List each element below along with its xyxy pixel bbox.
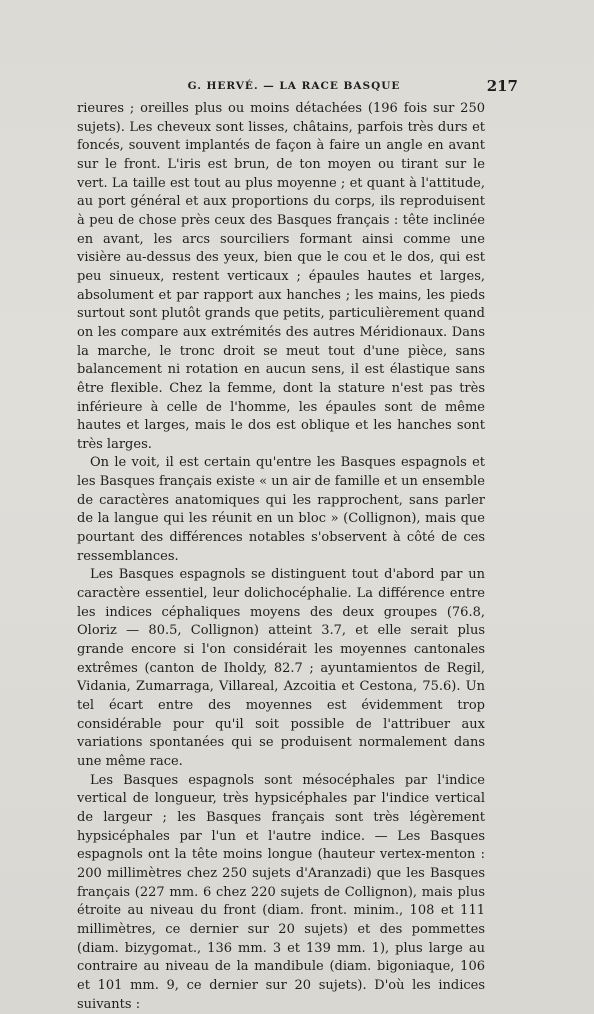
running-head: G. HERVÉ. — LA RACE BASQUE bbox=[187, 80, 401, 92]
page-header bbox=[70, 77, 518, 99]
paragraph-continued: rieures ; oreilles plus ou moins détachées (196 fois sur 250 sujets). Les cheveux sont lisses, châtains, parfois très durs et foncés, souvent implantés de façon à faire un angle en avant sur le front. L'iris est brun, de ton moyen ou tirant sur le vert. La taille est tout au plus moyenne ; et quant à l'attitude, au port général et aux proportions du corps, ils reproduisent à peu de chose près ceux des Basques français : tête inclinée en avant, les arcs sourciliers formant ainsi comme une visière au-dessus des yeux, bien que le cou et le dos, qui est peu sinueux, restent verticaux ; épaules hautes et larges, absolument et par rapport aux hanches ; les mains, les pieds surtout sont plutôt grands que petits, particulièrement quand on les compare aux extrémités des autres Méridionaux. Dans la marche, le tronc droit se meut tout d'une pièce, sans balancement ni rotation en aucun sens, il est élastique sans être flexible. Chez la femme, dont la stature n'est pas très inférieure à celle de l'homme, les épaules sont de même hautes et larges, mais le dos est oblique et les hanches sont très larges. bbox=[77, 101, 485, 452]
body-text bbox=[77, 100, 485, 1014]
paragraph: Les Basques espagnols se distinguent tout d'abord par un caractère essentiel, leur dolichocéphalie. La différence entre les indices céphaliques moyens des deux groupes (76.8, Oloriz — 80.5, Collignon) atteint 3.7, et elle serait plus grande encore si l'on considérait les moyennes cantonales extrêmes (canton de Iholdy, 82.7 ; ayuntamientos de Regil, Vidania, Zumarraga, Villareal, Azcoitia et Cestona, 75.6). Un tel écart entre des moyennes est évidemment trop considérable pour qu'il soit possible de l'attribuer aux variations spontanées qui se produisent normalement dans une même race. bbox=[77, 567, 485, 769]
paragraph: Les Basques espagnols sont mésocéphales par l'indice vertical de longueur, très hypsicéphales par l'indice vertical de largeur ; les Basques français sont très légèrement hypsicéphales par l'un et l'autre indice. — Les Basques espagnols ont la tête moins longue (hauteur vertex-menton : 200 millimètres chez 250 sujets d'Aranzadi) que les Basques français (227 mm. 6 chez 220 sujets de Collignon), mais plus étroite au niveau du front (diam. front. minim., 108 et 111 millimètres, ce dernier sur 20 sujets) et des pommettes (diam. bizygomat., 136 mm. 3 et 139 mm. 1), plus large au contraire au niveau de la mandibule (diam. bigoniaque, 106 et 101 mm. 9, ce dernier sur 20 sujets). D'où les indices suivants : bbox=[77, 772, 485, 1012]
page-number: 217 bbox=[486, 77, 518, 95]
paragraph: On le voit, il est certain qu'entre les Basques espagnols et les Basques français existe « un air de famille et un ensemble de caractères anatomiques qui les rapprochent, sans parler de la langue qui les réunit en un bloc » (Collignon), mais que pourtant des différences notables s'observent à côté de ces ressemblances. bbox=[77, 455, 485, 564]
